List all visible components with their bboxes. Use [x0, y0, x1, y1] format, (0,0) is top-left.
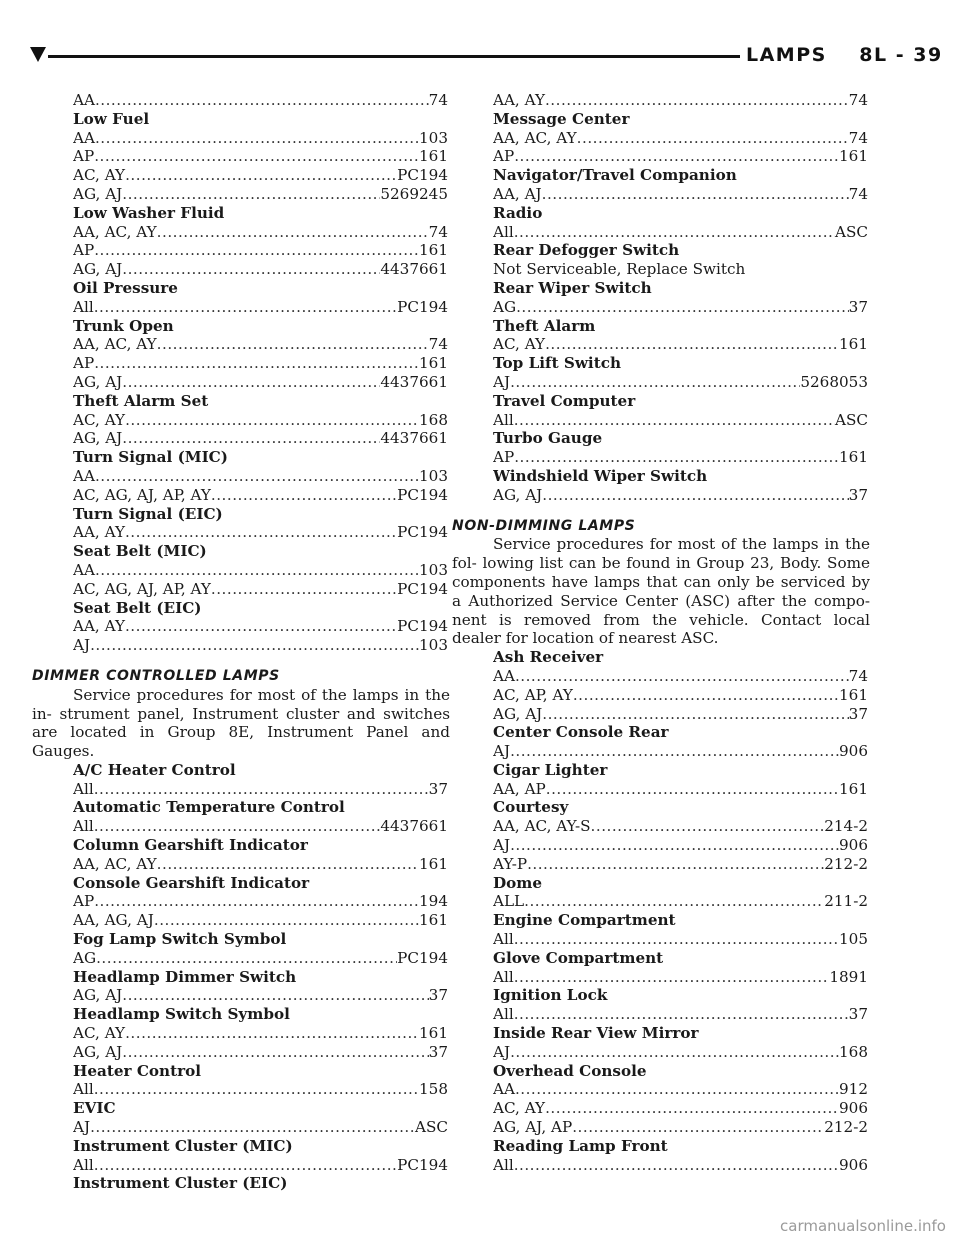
- entry-part-number: 211-2: [824, 892, 868, 911]
- entry-part-number: 212-2: [824, 1118, 868, 1137]
- leader-dots: [96, 949, 397, 968]
- index-entry: [493, 298, 868, 317]
- lamp-heading: Center Console Rear: [493, 723, 669, 742]
- entry-models: AG: [493, 297, 517, 316]
- leader-dots: [154, 911, 419, 930]
- entry-part-number: PC194: [397, 523, 448, 542]
- entry-part-number: 4437661: [380, 372, 448, 391]
- lamp-heading: Engine Compartment: [493, 911, 676, 930]
- index-entry: [73, 335, 448, 354]
- leader-dots: [94, 780, 429, 799]
- entry-models: AG, AJ: [73, 372, 123, 391]
- entry-part-number: 912: [839, 1080, 868, 1099]
- entry-models: AA, AC, AY: [73, 854, 157, 873]
- leader-dots: [514, 1156, 839, 1175]
- lamp-heading: Column Gearshift Indicator: [73, 836, 308, 855]
- index-entry: [73, 636, 448, 655]
- entry-models: AA, AY: [493, 91, 545, 109]
- lamp-heading: Console Gearshift Indicator: [73, 873, 310, 892]
- leader-dots: [95, 561, 419, 580]
- index-entry: [73, 1024, 448, 1043]
- entry-part-number: 161: [419, 854, 448, 873]
- entry-models: AA, AY: [73, 617, 125, 636]
- leader-dots: [122, 373, 380, 392]
- entry-models: AG, AJ: [73, 1042, 123, 1061]
- entry-part-number: 74: [428, 91, 448, 109]
- index-entry: [73, 91, 448, 110]
- entry-part-number: 906: [839, 1099, 868, 1118]
- index-entry: [493, 486, 868, 505]
- entry-models: AP: [493, 147, 515, 166]
- lamp-heading: Seat Belt (MIC): [73, 542, 207, 561]
- index-entry: [73, 523, 448, 542]
- entry-models: AG, AJ: [73, 260, 123, 279]
- entry-models: AC, AY: [73, 1024, 126, 1043]
- leader-dots: [94, 147, 419, 166]
- entry-models: AA, AG, AJ: [73, 911, 154, 930]
- entry-part-number: 161: [839, 685, 868, 704]
- lamp-heading: Ash Receiver: [493, 648, 604, 667]
- entry-part-number: 161: [839, 779, 868, 798]
- entry-part-number: 37: [428, 1042, 448, 1061]
- lamp-heading: Fog Lamp Switch Symbol: [73, 930, 287, 949]
- entry-part-number: 161: [419, 241, 448, 260]
- index-entry: [73, 949, 448, 968]
- index-entry: [73, 260, 448, 279]
- entry-part-number: 168: [839, 1042, 868, 1061]
- entry-part-number: PC194: [397, 485, 448, 504]
- entry-models: All: [73, 297, 94, 316]
- leader-dots: [94, 1080, 419, 1099]
- right-column: [452, 91, 870, 1174]
- lamp-heading: Turbo Gauge: [493, 429, 603, 448]
- lamp-heading: Inside Rear View Mirror: [493, 1024, 699, 1043]
- lamp-heading: Instrument Cluster (EIC): [73, 1174, 288, 1193]
- entry-part-number: 161: [839, 448, 868, 467]
- index-entry: [493, 968, 868, 987]
- leader-dots: [211, 486, 397, 505]
- leader-dots: [514, 223, 835, 242]
- leader-dots: [211, 580, 397, 599]
- leader-dots: [524, 892, 824, 911]
- entry-part-number: 161: [839, 147, 868, 166]
- index-entry: [73, 129, 448, 148]
- page-title: LAMPS 8L - 39: [746, 44, 943, 66]
- index-entry: [73, 780, 448, 799]
- index-entry: [493, 836, 868, 855]
- entry-part-number: 105: [839, 930, 868, 949]
- lamp-heading: Oil Pressure: [73, 278, 178, 297]
- entry-models: ALL: [493, 892, 525, 911]
- entry-part-number: 4437661: [380, 429, 448, 448]
- entry-models: All: [493, 930, 514, 949]
- entry-part-number: 906: [839, 836, 868, 855]
- leader-dots: [125, 1024, 419, 1043]
- entry-models: AA, AC, AY: [73, 335, 157, 354]
- lamp-heading: Message Center: [493, 109, 630, 128]
- index-entry: [493, 147, 868, 166]
- entry-part-number: 161: [839, 335, 868, 354]
- triangle-marker-icon: [30, 47, 46, 62]
- entry-models: AG, AJ: [73, 184, 123, 203]
- entry-part-number: 161: [419, 354, 448, 373]
- leader-dots: [527, 855, 824, 874]
- entry-models: AP: [73, 354, 95, 373]
- entry-part-number: 5268053: [800, 372, 868, 391]
- entry-models: AA, AP: [493, 779, 546, 798]
- entry-models: AA, AC, AY: [493, 128, 577, 147]
- lamp-heading: Low Washer Fluid: [73, 203, 225, 222]
- entry-part-number: 37: [848, 485, 868, 504]
- entry-part-number: 161: [419, 147, 448, 166]
- leader-dots: [94, 817, 381, 836]
- index-entry: [73, 561, 448, 580]
- index-entry: [493, 1080, 868, 1099]
- entry-models: All: [73, 779, 94, 798]
- index-entry: [493, 1005, 868, 1024]
- entry-models: AA: [73, 466, 95, 485]
- lamp-heading: Trunk Open: [73, 316, 174, 335]
- leader-dots: [125, 166, 397, 185]
- entry-part-number: 74: [848, 128, 868, 147]
- entry-models: AA: [73, 560, 95, 579]
- leader-dots: [542, 705, 848, 724]
- leader-dots: [122, 429, 380, 448]
- leader-dots: [542, 185, 849, 204]
- entry-part-number: 158: [419, 1080, 448, 1099]
- entry-part-number: 194: [419, 892, 448, 911]
- leader-dots: [514, 1005, 849, 1024]
- entry-part-number: 37: [428, 779, 448, 798]
- entry-part-number: PC194: [397, 579, 448, 598]
- entry-models: AA: [73, 91, 95, 109]
- lamp-heading: Overhead Console: [493, 1061, 647, 1080]
- entry-models: All: [493, 222, 514, 241]
- index-entry: [493, 817, 868, 836]
- index-entry: [73, 411, 448, 430]
- leader-dots: [157, 855, 419, 874]
- leader-dots: [546, 780, 839, 799]
- entry-part-number: PC194: [397, 617, 448, 636]
- leader-dots: [122, 185, 380, 204]
- lamp-heading: Top Lift Switch: [493, 354, 621, 373]
- index-entry: [73, 1118, 448, 1137]
- entry-part-number: 74: [428, 222, 448, 241]
- entry-part-number: 74: [428, 335, 448, 354]
- leader-dots: [95, 91, 429, 110]
- entry-part-number: 74: [848, 184, 868, 203]
- entry-models: AJ: [73, 1118, 91, 1137]
- index-entry: [73, 298, 448, 317]
- entry-part-number: 4437661: [380, 260, 448, 279]
- entry-models: AG, AJ: [493, 485, 543, 504]
- index-entry: [73, 1156, 448, 1175]
- lamp-heading: Glove Compartment: [493, 948, 664, 967]
- index-entry: [493, 91, 868, 110]
- section-heading: DIMMER CONTROLLED LAMPS: [32, 667, 280, 684]
- lamp-note: Not Serviceable, Replace Switch: [493, 260, 746, 279]
- entry-part-number: 214-2: [824, 817, 868, 836]
- leader-dots: [545, 91, 849, 110]
- leader-dots: [122, 986, 428, 1005]
- index-entry: [493, 667, 868, 686]
- leader-dots: [514, 147, 839, 166]
- entry-models: AA: [73, 128, 95, 147]
- leader-dots: [157, 335, 429, 354]
- entry-models: AJ: [493, 836, 511, 855]
- index-entry: [493, 335, 868, 354]
- entry-models: AG, AJ: [73, 429, 123, 448]
- lamp-heading: Instrument Cluster (MIC): [73, 1136, 293, 1155]
- entry-models: All: [73, 1155, 94, 1174]
- lamp-heading: Travel Computer: [493, 391, 636, 410]
- entry-models: AG, AJ, AP: [493, 1118, 573, 1137]
- entry-models: AP: [73, 892, 95, 911]
- entry-part-number: ASC: [415, 1118, 448, 1137]
- page-header: [30, 44, 943, 68]
- leader-dots: [94, 892, 419, 911]
- lamp-heading: Turn Signal (EIC): [73, 504, 223, 523]
- index-entry: [493, 686, 868, 705]
- entry-models: AA: [493, 1080, 515, 1099]
- index-entry: [73, 1080, 448, 1099]
- leader-dots: [510, 373, 800, 392]
- leader-dots: [542, 486, 848, 505]
- index-entry: [73, 373, 448, 392]
- index-entry: [73, 241, 448, 260]
- lamp-heading: Seat Belt (EIC): [73, 598, 202, 617]
- index-entry: [493, 1099, 868, 1118]
- entry-models: AC, AY: [73, 410, 126, 429]
- index-entry: [73, 580, 448, 599]
- entry-part-number: 74: [848, 91, 868, 109]
- leader-dots: [572, 1118, 824, 1137]
- leader-dots: [514, 411, 835, 430]
- lamp-heading: Rear Wiper Switch: [493, 278, 652, 297]
- entry-models: All: [493, 967, 514, 986]
- leader-dots: [157, 223, 429, 242]
- index-entry: [73, 166, 448, 185]
- section-heading: NON-DIMMING LAMPS: [452, 517, 636, 534]
- entry-models: AC, AY: [73, 166, 126, 185]
- entry-models: AA: [493, 666, 515, 685]
- index-entry: [73, 892, 448, 911]
- leader-dots: [95, 129, 419, 148]
- index-entry: [73, 467, 448, 486]
- entry-models: AJ: [73, 636, 91, 655]
- leader-dots: [122, 260, 380, 279]
- lamp-heading: Windshield Wiper Switch: [493, 466, 708, 485]
- leader-dots: [95, 467, 419, 486]
- lamp-heading: Rear Defogger Switch: [493, 241, 680, 260]
- index-entry: [73, 911, 448, 930]
- index-entry: [493, 185, 868, 204]
- entry-models: AC, AP, AY: [493, 685, 573, 704]
- lamp-heading: Cigar Lighter: [493, 760, 608, 779]
- index-entry: [493, 892, 868, 911]
- index-entry: [493, 411, 868, 430]
- index-entry: [73, 185, 448, 204]
- index-entry: [493, 129, 868, 148]
- entry-models: AC, AG, AJ, AP, AY: [73, 485, 211, 504]
- leader-dots: [510, 836, 839, 855]
- entry-part-number: 906: [839, 1155, 868, 1174]
- entry-models: AG, AJ: [493, 704, 543, 723]
- lamp-heading: Headlamp Dimmer Switch: [73, 967, 297, 986]
- leader-dots: [125, 523, 397, 542]
- header-rule: [48, 55, 740, 58]
- leader-dots: [122, 1043, 428, 1062]
- index-entry: [73, 354, 448, 373]
- entry-models: AC, AY: [493, 1099, 546, 1118]
- lamp-heading: Turn Signal (MIC): [73, 448, 228, 467]
- entry-part-number: 161: [419, 1024, 448, 1043]
- lamp-heading: EVIC: [73, 1099, 116, 1118]
- entry-part-number: 103: [419, 128, 448, 147]
- entry-models: AP: [73, 147, 95, 166]
- index-entry: [73, 147, 448, 166]
- lamp-heading: A/C Heater Control: [73, 760, 236, 779]
- leader-dots: [545, 1099, 839, 1118]
- entry-part-number: 37: [848, 297, 868, 316]
- index-entry: [493, 373, 868, 392]
- section-paragraph: Service procedures for most of the lamps in the in- strument panel, Instrument cluster and switches are located in Group 8E, Instrument Panel and Gauges.: [32, 685, 450, 761]
- index-entry: [493, 780, 868, 799]
- entry-models: AA, AJ: [493, 184, 542, 203]
- leader-dots: [573, 686, 839, 705]
- leader-dots: [94, 354, 419, 373]
- lamp-heading: Navigator/Travel Companion: [493, 166, 737, 185]
- index-entry: [73, 223, 448, 242]
- left-column: [32, 91, 450, 1193]
- leader-dots: [125, 617, 397, 636]
- entry-models: All: [493, 410, 514, 429]
- entry-models: AP: [73, 241, 95, 260]
- entry-models: All: [493, 1005, 514, 1024]
- lamp-heading: Ignition Lock: [493, 986, 608, 1005]
- entry-models: AJ: [493, 742, 511, 761]
- entry-models: All: [493, 1155, 514, 1174]
- entry-part-number: PC194: [397, 297, 448, 316]
- index-entry: [73, 486, 448, 505]
- entry-models: AA, AC, AY-S: [493, 817, 591, 836]
- lamp-heading: Heater Control: [73, 1061, 201, 1080]
- entry-models: AJ: [493, 1042, 511, 1061]
- lamp-heading: Reading Lamp Front: [493, 1136, 668, 1155]
- entry-part-number: ASC: [835, 410, 868, 429]
- entry-part-number: 906: [839, 742, 868, 761]
- entry-part-number: 161: [419, 911, 448, 930]
- index-entry: [493, 855, 868, 874]
- entry-models: AG, AJ: [73, 986, 123, 1005]
- lamp-heading: Radio: [493, 203, 543, 222]
- entry-part-number: 37: [848, 704, 868, 723]
- entry-models: AG: [73, 948, 97, 967]
- index-entry: [493, 1043, 868, 1062]
- entry-models: AA, AC, AY: [73, 222, 157, 241]
- entry-part-number: 37: [428, 986, 448, 1005]
- entry-part-number: 74: [848, 666, 868, 685]
- leader-dots: [94, 1156, 397, 1175]
- index-entry: [73, 855, 448, 874]
- leader-dots: [545, 335, 839, 354]
- entry-models: AY-P: [493, 854, 528, 873]
- lamp-heading: Dome: [493, 873, 543, 892]
- lamp-heading: Low Fuel: [73, 109, 150, 128]
- watermark: carmanualsonline.info: [780, 1217, 946, 1235]
- index-entry: [493, 448, 868, 467]
- entry-part-number: 103: [419, 636, 448, 655]
- index-entry: [73, 1043, 448, 1062]
- leader-dots: [90, 636, 419, 655]
- leader-dots: [125, 411, 419, 430]
- leader-dots: [515, 1080, 839, 1099]
- entry-part-number: 103: [419, 466, 448, 485]
- lamp-heading: Automatic Temperature Control: [73, 798, 345, 817]
- leader-dots: [510, 1043, 839, 1062]
- index-entry: [493, 930, 868, 949]
- index-entry: [493, 1156, 868, 1175]
- leader-dots: [577, 129, 849, 148]
- index-entry: [493, 705, 868, 724]
- index-entry: [73, 617, 448, 636]
- lamp-heading: Headlamp Switch Symbol: [73, 1005, 290, 1024]
- lamp-heading: Courtesy: [493, 798, 569, 817]
- leader-dots: [94, 241, 419, 260]
- entry-part-number: 212-2: [824, 854, 868, 873]
- entry-models: All: [73, 1080, 94, 1099]
- entry-part-number: PC194: [397, 1155, 448, 1174]
- index-entry: [493, 223, 868, 242]
- entry-part-number: PC194: [397, 166, 448, 185]
- entry-models: AC, AY: [493, 335, 546, 354]
- entry-part-number: 1891: [829, 967, 868, 986]
- entry-models: AJ: [493, 372, 511, 391]
- leader-dots: [514, 930, 839, 949]
- index-entry: [493, 1118, 868, 1137]
- index-entry: [73, 986, 448, 1005]
- index-entry: [493, 742, 868, 761]
- leader-dots: [94, 298, 397, 317]
- lamp-heading: Theft Alarm: [493, 316, 596, 335]
- entry-part-number: 37: [848, 1005, 868, 1024]
- entry-part-number: ASC: [835, 222, 868, 241]
- entry-part-number: PC194: [397, 948, 448, 967]
- leader-dots: [591, 817, 825, 836]
- index-entry: [73, 817, 448, 836]
- leader-dots: [516, 298, 849, 317]
- entry-models: All: [73, 817, 94, 836]
- lamp-heading: Theft Alarm Set: [73, 391, 209, 410]
- entry-part-number: 5269245: [380, 184, 448, 203]
- leader-dots: [515, 667, 849, 686]
- leader-dots: [510, 742, 839, 761]
- leader-dots: [90, 1118, 415, 1137]
- entry-models: AC, AG, AJ, AP, AY: [73, 579, 211, 598]
- entry-models: AA, AY: [73, 523, 125, 542]
- entry-part-number: 168: [419, 410, 448, 429]
- entry-models: AP: [493, 448, 515, 467]
- section-paragraph: Service procedures for most of the lamps in the fol- lowing list can be found in Group 23, Body. Some components have lamps that can only be serviced by a Authorized Service Center (ASC) after the compo- nent is removed from the vehicle. Contact local dealer for location of nearest ASC.: [452, 535, 870, 648]
- index-entry: [73, 429, 448, 448]
- leader-dots: [514, 968, 830, 987]
- entry-part-number: 103: [419, 560, 448, 579]
- entry-part-number: 4437661: [380, 817, 448, 836]
- leader-dots: [514, 448, 839, 467]
